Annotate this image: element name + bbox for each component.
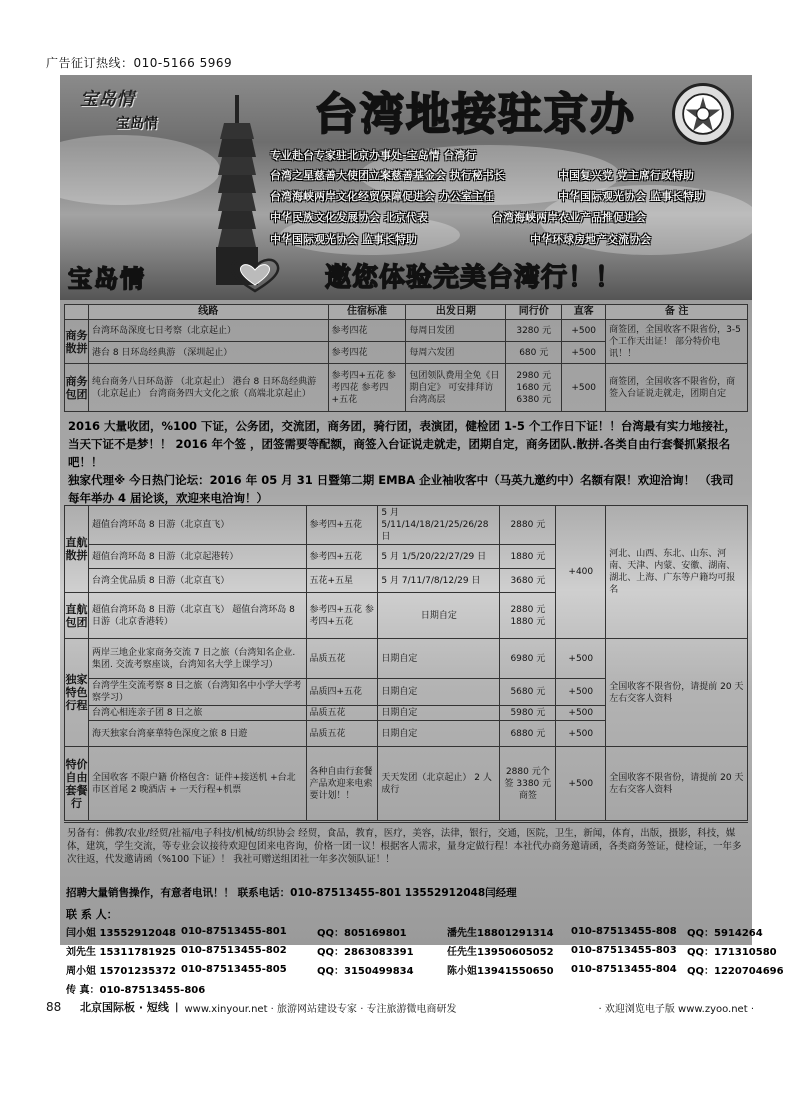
route-cell: 两岸三地企业家商务交流 7 日之旅（台湾知名企业. 集团. 交流考察座谈，台湾知名大学上课学习） [88,639,306,679]
section-title: 北京国际板 · 短线 [80,1001,169,1014]
route-cell: 台湾心相连亲子团 8 日之旅 [88,706,306,721]
price-cell: 1880 元 [500,545,556,569]
logo-mark: 宝岛情 [80,89,134,110]
banner-title: 台湾地接驻京办 [314,89,636,140]
date-cell: 日期自定 [378,679,500,706]
price-cell: 6980 元 [500,639,556,679]
advertisement [60,75,784,996]
promo-notice-forum: 独家代理※ 今日热门论坛：2016 年 05 月 31 日暨第二期 EMBA 企业袖收客中（马英九邀约中）名额有限！欢迎洽询！ （我司每年举办 4 届论谈，欢迎来电洽询！） [68,473,734,505]
contact-name: 潘先生18801291314 [447,928,554,939]
date-cell: 日期自定 [378,721,500,747]
hotel-cell: 参考四花 [328,342,406,364]
date-cell: 天天发团（北京起止） 2 人成行 [378,747,500,821]
contact-phone: 010-87513455-801 [181,926,287,937]
contact-qq: QQ：5914264 [687,928,763,939]
org-line-4: 台湾海峡两岸文化经贸保障促进会 办公室主任 [270,190,494,203]
col-hotel: 住宿标准 [328,305,406,320]
direct-cell: +500 [556,639,606,679]
direct-cell: +500 [556,679,606,706]
logo-subtitle: 宝岛情 [116,116,158,132]
date-cell: 日期自定 [378,706,500,721]
date-cell: 5 月 7/11/7/8/12/29 日 [378,569,500,593]
contact-row [66,960,784,979]
price-cell: 3280 元 [506,320,562,342]
fax-number: 传 真：010-87513455-806 [66,985,206,996]
contact-phone: 010-87513455-808 [571,926,677,937]
price-cell: 6880 元 [500,721,556,747]
hotel-cell: 参考四+五花 [306,506,378,545]
contact-qq: QQ：805169801 [317,928,407,939]
hotel-cell: 参考四花 [328,320,406,342]
contact-name: 陈小姐13941550650 [447,966,554,977]
brand-logo [70,81,160,132]
price-cell: 5680 元 [500,679,556,706]
route-cell: 超值台湾环岛 8 日游（北京起港转） [88,545,306,569]
price-cell: 2880 元 [500,506,556,545]
contact-section [66,885,784,998]
org-line-9: 中华环球房地产交流协会 [530,233,651,246]
recruit-line: 招聘大量销售操作，有意者电讯！！ 联系电话：010-87513455-801 13552912048闫经理 [66,887,517,899]
direct-cell: +500 [556,721,606,747]
route-section [60,300,784,996]
slogan-left: 宝岛情 [68,265,146,293]
business-route-table [64,304,748,412]
direct-cell: +500 [556,706,606,721]
org-line-2: 台湾之星慈善大使团立案慈善基金会 执行秘书长 [270,169,505,182]
hotel-cell: 参考四+五花 参考四花 参考四+五花 [328,364,406,412]
contact-phone: 010-87513455-804 [571,964,677,975]
note-cell: 全国收客不限省份，请提前 20 天左右交客人资料 [606,639,748,747]
table-row [65,747,748,821]
price-cell: 3680 元 [500,569,556,593]
contact-qq: QQ：2863083391 [317,947,414,958]
contact-row [66,941,777,960]
banner [60,75,752,300]
table-row [65,639,748,679]
note-cell: 商签团，全国收客不限省份，商签入台证说走就走，团期自定 [606,364,748,412]
contact-heading: 联 系 人： [66,908,118,921]
date-cell: 日期自定 [378,639,500,679]
date-cell: 5 月 1/5/20/22/27/29 日 [378,545,500,569]
contact-qq: QQ：171310580 [687,947,777,958]
col-note: 备 注 [606,305,748,320]
hotel-cell: 参考四+五花 参考四+五花 [306,593,378,639]
note-cell: 商签团，全国收客不限省份，3-5 个工作天出证！ 部分特价电讯！！ [606,320,748,364]
slogan-right: 邀您体验完美台湾行！！ [325,263,623,293]
emblem-icon [672,83,734,145]
hotel-cell: 五花+五星 [306,569,378,593]
contact-name: 任先生13950605052 [447,947,554,958]
price-cell: 680 元 [506,342,562,364]
fax-row [66,979,748,998]
org-line-7: 台湾海峡两岸农业产品推促进会 [492,211,646,224]
direct-cell: +400 [556,506,606,639]
promo-notice-main: 2016 大量收团，%100 下证，公务团，交流团，商务团，骑行团，表演团，健检团 1-5 个工作日下证！！台湾最有实力地接社，当天下证不是梦！！ 2016 年个签 ，团签需要等配额，商签入台证说走就走，团期自定，商务团队.散拼.各类自由行套餐抓紧报名吧！！ [68,419,736,469]
contact-phone: 010-87513455-805 [181,964,287,975]
hotel-cell: 品质五花 [306,639,378,679]
org-line-8: 中华国际观光协会 监事长特助 [270,233,417,246]
route-cell: 海天独家台湾豪華特色深度之旅 8 日遊 [88,721,306,747]
category-label: 直航散拼 [65,506,89,593]
route-cell: 超值台湾环岛 8 日游（北京直飞） [88,506,306,545]
route-cell: 台湾全优品质 8 日游（北京直飞） [88,569,306,593]
date-cell: 包团领队费用全免《日期自定》 可安排拜访台湾高层 [406,364,506,412]
footer-website: www.xinyour.net · 旅游网站建设专家 · 专注旅游微电商研发 [184,1003,457,1015]
table-row [65,506,748,545]
category-label: 商务散拼 [65,320,89,364]
hotel-cell: 品质五花 [306,706,378,721]
direct-flight-table [64,505,748,821]
contact-qq: QQ：1220704696 [687,966,784,977]
direct-cell: +500 [562,342,606,364]
category-label: 商务包团 [65,364,89,412]
contact-row [66,922,763,941]
direct-cell: +500 [562,320,606,342]
col-date: 出发日期 [406,305,506,320]
direct-cell: +500 [556,747,606,821]
price-cell: 5980 元 [500,706,556,721]
route-cell: 台湾学生交流考察 8 日之旅（台湾知名中小学大学考察学习） [88,679,306,706]
date-cell: 5 月 5/11/14/18/21/25/26/28 日 [378,506,500,545]
contact-name: 刘先生 15311781925 [66,947,177,958]
org-line-1: 专业赴台专家驻北京办事处-宝岛情 台湾行 [270,149,477,162]
category-label: 特价自由套餐行 [65,747,89,821]
footer-ebook-link: · 欢迎浏览电子版 www.zyoo.net · [598,1003,754,1015]
col-direct: 直客 [562,305,606,320]
category-label: 直航包团 [65,593,89,639]
footer-divider: | [174,1001,179,1013]
other-services: 另备有：佛教/农业/经贸/社福/电子科技/机械/纺织协会 经贸，食品，教育，医疗，美容，法律，银行，交通，医院，卫生，新闻，体育，出版，摄影，科技，媒体，建筑，学生交流，等专业会议接待欢迎包团来电咨询，价格一团一议！根据客人需求，量身定做行程！本社代办商务邀请函，各类商务签证，健检证，一年多次往返，代发邀请函（%100 下证）！ 我社可赠送组团社一年多次领队证！！ [64,822,748,870]
org-line-5: 中华国际观光协会 监事长特助 [558,190,705,203]
note-cell: 河北、山西、东北、山东、河南、天津、内蒙、安徽、湖南、湖北、上海、广东等户籍均可报名 [606,506,748,639]
table-header-row [65,305,748,320]
contact-phone: 010-87513455-802 [181,945,287,956]
org-line-3: 中国复兴党 党主席行政特助 [558,169,694,182]
hotel-cell: 品质五花 [306,721,378,747]
route-cell: 纯台商务八日环岛游 （北京起止） 港台 8 日环岛经典游（北京起止） 台湾商务四大文化之旅（高端北京起止） [88,364,328,412]
contact-phone: 010-87513455-803 [571,945,677,956]
hotel-cell: 参考四+五花 [306,545,378,569]
contact-name: 周小姐 15701235372 [66,966,177,977]
price-cell: 2880 元个签 3380 元商签 [500,747,556,821]
route-cell: 超值台湾环岛 8 日游（北京直飞） 超值台湾环岛 8 日游（北京香港转） [88,593,306,639]
ad-hotline: 广告征订热线：010-5166 5969 [46,56,233,70]
page-number: 88 [46,1000,62,1014]
contact-qq: QQ：3150499834 [317,966,414,977]
col-price: 同行价 [506,305,562,320]
direct-cell: +500 [562,364,606,412]
price-cell: 2980 元 1680 元 6380 元 [506,364,562,412]
contact-name: 闫小姐 13552912048 [66,928,177,939]
table-row [65,364,748,412]
route-cell: 港台 8 日环岛经典游 （深圳起止） [88,342,328,364]
date-cell: 每周日发团 [406,320,506,342]
price-cell: 2880 元 1880 元 [500,593,556,639]
route-cell: 全国收客 不限户籍 价格包含：证件+接送机 +台北市区首尾 2 晚酒店 + 一天行程+机票 [88,747,306,821]
heart-icon [225,255,285,295]
date-cell: 每周六发团 [406,342,506,364]
table-row [65,320,748,342]
note-cell: 全国收客不限省份，请提前 20 天左右交客人资料 [606,747,748,821]
category-label: 独家特色行程 [65,639,89,747]
promo-notice [68,417,744,507]
col-route: 线路 [88,305,328,320]
org-line-6: 中华民族文化发展协会 北京代表 [270,211,428,224]
page-footer [46,998,754,1016]
date-cell: 日期自定 [378,593,500,639]
hotel-cell: 各种自由行套餐产品欢迎来电索要计划！！ [306,747,378,821]
route-cell: 台湾环岛深度七日考察（北京起止） [88,320,328,342]
hotel-cell: 品质四+五花 [306,679,378,706]
